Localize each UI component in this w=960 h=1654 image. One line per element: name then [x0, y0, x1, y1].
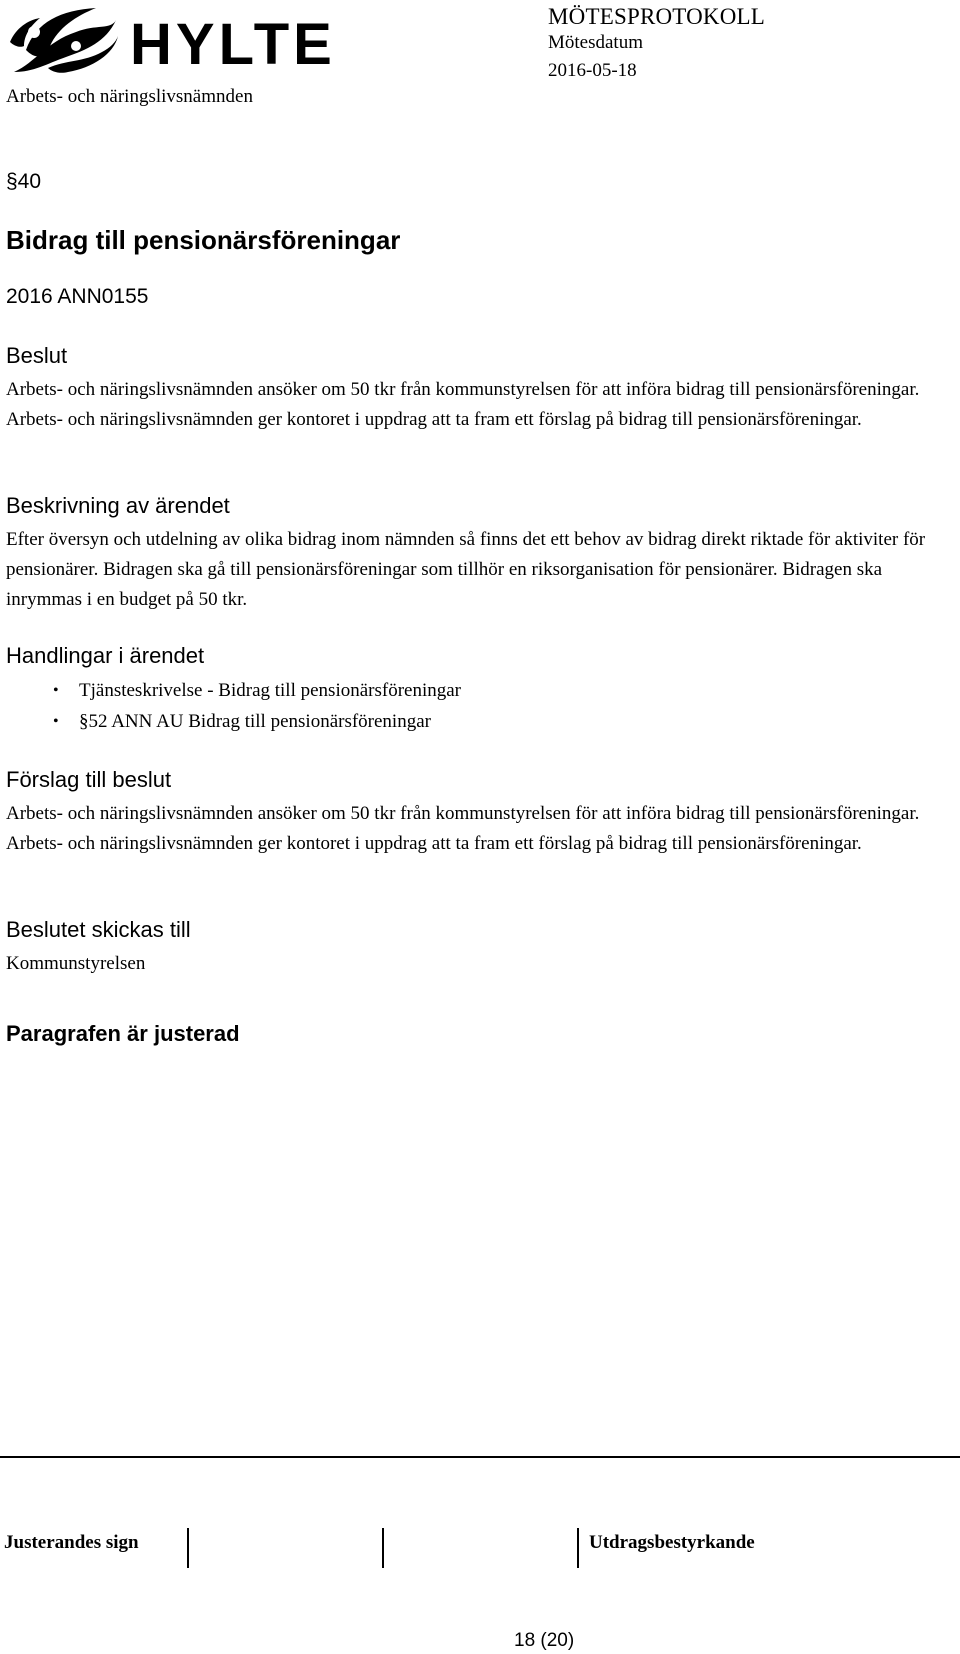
logo-text: HYLTE — [130, 12, 336, 77]
proposal-section — [6, 767, 936, 859]
paragraph-number: §40 — [6, 170, 42, 193]
footer-divider — [0, 1456, 960, 1458]
bullet-icon: • — [53, 713, 59, 730]
meeting-date-label: Mötesdatum — [548, 32, 643, 53]
decision-heading: Beslut — [6, 343, 68, 368]
signature-box-divider — [187, 1528, 189, 1568]
description-text: Efter översyn och utdelning av olika bidrag inom nämnden så finns det ett behov av bidrag direkt riktade för aktiviter för pensionärer. Bidragen ska gå till pensionärsföreningar som tillhör en riksorganisation för pensionärer. Bidragen ska inrymmas i en budget på 50 tkr. — [6, 529, 926, 610]
leaf-emblem-icon — [6, 2, 336, 80]
document-link[interactable]: §52 ANN AU Bidrag till pensionärsföreningar — [79, 711, 431, 732]
bullet-icon: • — [53, 682, 59, 699]
page-title: Bidrag till pensionärsföreningar — [6, 225, 401, 255]
document-link[interactable]: Tjänsteskrivelse - Bidrag till pensionärsföreningar — [79, 680, 462, 701]
proposal-text: Arbets- och näringslivsnämnden ansöker om 50 tkr från kommunstyrelsen för att införa bidrag till pensionärsföreningar. Arbets- och näringslivsnämnden ger kontoret i uppdrag att ta fram ett förslag på bidrag till pensionärsföreningar. — [6, 803, 920, 854]
proposal-heading: Förslag till beslut — [6, 767, 172, 792]
list-item — [6, 675, 936, 706]
extract-certification-label: Utdragsbestyrkande — [589, 1532, 755, 1553]
signature-box-divider — [577, 1528, 579, 1568]
sent-to-section — [6, 917, 936, 979]
description-heading: Beskrivning av ärendet — [6, 493, 230, 518]
signature-box-divider — [382, 1528, 384, 1568]
signature-label: Justerandes sign — [4, 1532, 139, 1553]
meeting-date-value: 2016-05-18 — [548, 60, 637, 81]
page-number: 18 (20) — [514, 1630, 575, 1651]
list-item — [6, 706, 936, 737]
sent-to-text: Kommunstyrelsen — [6, 953, 146, 974]
document-type: MÖTESPROTOKOLL — [548, 4, 766, 29]
documents-heading: Handlingar i ärendet — [6, 643, 205, 668]
sent-to-heading: Beslutet skickas till — [6, 917, 191, 942]
documents-section — [6, 643, 936, 737]
decision-text: Arbets- och näringslivsnämnden ansöker om 50 tkr från kommunstyrelsen för att införa bidrag till pensionärsföreningar. Arbets- och näringslivsnämnden ger kontoret i uppdrag att ta fram ett förslag på bidrag till pensionärsföreningar. — [6, 379, 920, 430]
description-section — [6, 493, 936, 615]
case-number: 2016 ANN0155 — [6, 285, 149, 308]
hylte-logo — [6, 2, 336, 80]
organization-name: Arbets- och näringslivsnämnden — [6, 86, 253, 107]
documents-list — [6, 675, 936, 737]
adjusted-status: Paragrafen är justerad — [6, 1021, 240, 1046]
decision-section — [6, 343, 936, 435]
